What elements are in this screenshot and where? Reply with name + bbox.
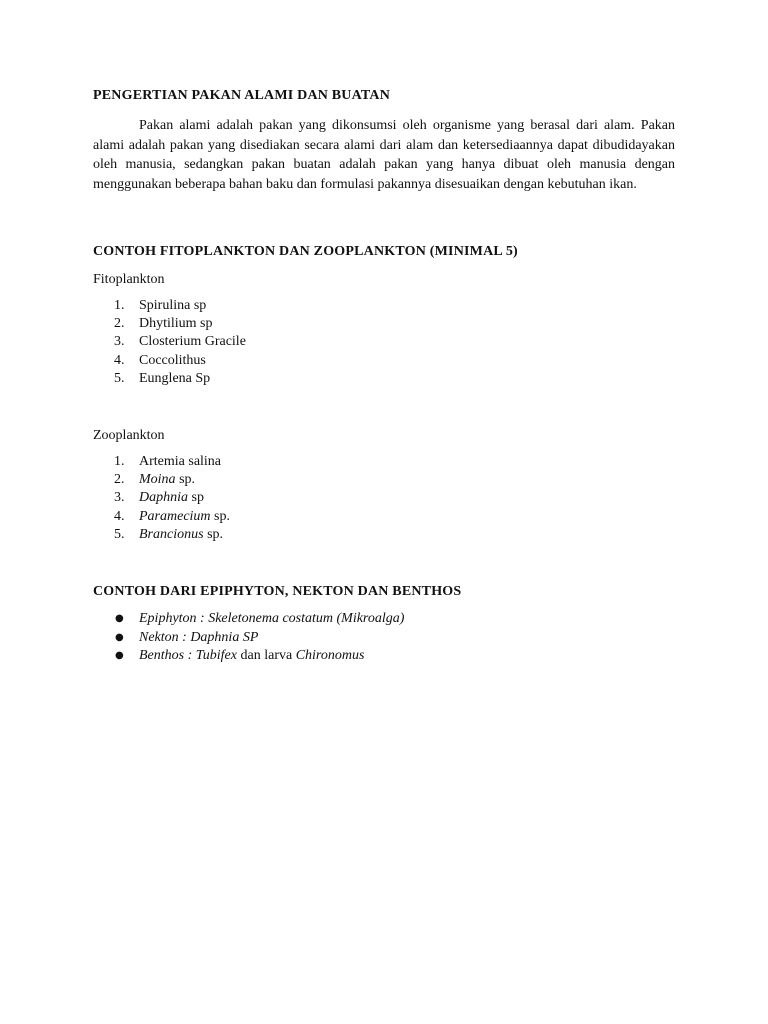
zooplankton-label: Zooplankton <box>93 428 165 443</box>
fitoplankton-list <box>93 297 675 388</box>
list-number: 4. <box>114 508 125 524</box>
list-item <box>93 297 675 315</box>
fitoplankton-label: Fitoplankton <box>93 272 165 287</box>
bullet-icon: ● <box>115 650 124 661</box>
example-italic-text: Epiphyton : Skeletonema costatum (Mikroalga) <box>139 611 405 626</box>
list-item <box>93 333 675 351</box>
section-heading-contoh-plankton: CONTOH FITOPLANKTON DAN ZOOPLANKTON (MINIMAL 5) <box>93 244 518 259</box>
list-item <box>93 471 675 489</box>
list-number: 2. <box>114 316 125 332</box>
example-italic-text: Benthos : Tubifex <box>139 648 237 663</box>
list-item-text: Coccolithus <box>139 352 206 368</box>
species-name: Daphnia <box>139 490 188 506</box>
list-item <box>93 526 675 544</box>
list-number: 1. <box>114 298 125 313</box>
species-suffix: sp <box>188 490 204 506</box>
example-italic-text-2: Chironomus <box>295 648 365 663</box>
example-plain-text: dan larva <box>237 648 296 663</box>
list-item-text: Closterium Gracile <box>139 334 246 350</box>
species-suffix: Artemia salina <box>139 454 222 469</box>
example-italic-text: Nekton : Daphnia SP <box>139 629 259 645</box>
list-number: 3. <box>114 334 125 350</box>
list-item-text: Dhytilium sp <box>139 316 213 332</box>
list-number: 4. <box>114 352 125 368</box>
bullet-icon: ● <box>115 631 124 643</box>
list-item-text: Eunglena Sp <box>139 370 211 386</box>
species-suffix: sp. <box>210 508 230 524</box>
section-heading-pengertian: PENGERTIAN PAKAN ALAMI DAN BUATAN <box>93 88 391 103</box>
organism-examples-list <box>93 610 675 666</box>
paragraph-pengertian: Pakan alami adalah pakan yang dikonsumsi oleh organisme yang berasal dari alam. Pakan alami adalah pakan yang disediakan secara alami dari alam dan ketersediaannya dapat dibudidayakan oleh manusia, sedangkan pakan buatan adalah pakan yang hanya dibuat oleh manusia dengan menggunakan beberapa bahan baku dan formulasi pakannya disesuaikan dengan kebutuhan ikan. <box>93 118 675 192</box>
section-heading-epiphyton-nekton-benthos: CONTOH DARI EPIPHYTON, NEKTON DAN BENTHOS <box>93 584 462 599</box>
list-number: 5. <box>114 370 125 386</box>
list-item <box>93 453 675 471</box>
species-name: Moina <box>139 472 176 488</box>
zooplankton-list <box>93 453 675 544</box>
list-item-text: Spirulina sp <box>139 298 207 313</box>
bullet-icon: ● <box>115 613 124 624</box>
list-number: 3. <box>114 490 125 506</box>
list-item <box>93 647 675 666</box>
list-number: 5. <box>114 526 125 542</box>
species-name: Brancionus <box>139 526 204 542</box>
species-suffix: sp. <box>203 526 224 542</box>
list-item <box>93 489 675 507</box>
species-name: Paramecium <box>139 508 211 524</box>
list-number: 1. <box>114 454 125 469</box>
list-item <box>93 508 675 526</box>
list-item <box>93 352 675 370</box>
list-item <box>93 370 675 388</box>
list-number: 2. <box>114 472 125 488</box>
list-item <box>93 610 675 629</box>
species-suffix: sp. <box>175 472 196 488</box>
list-item <box>93 629 675 648</box>
list-item <box>93 315 675 333</box>
